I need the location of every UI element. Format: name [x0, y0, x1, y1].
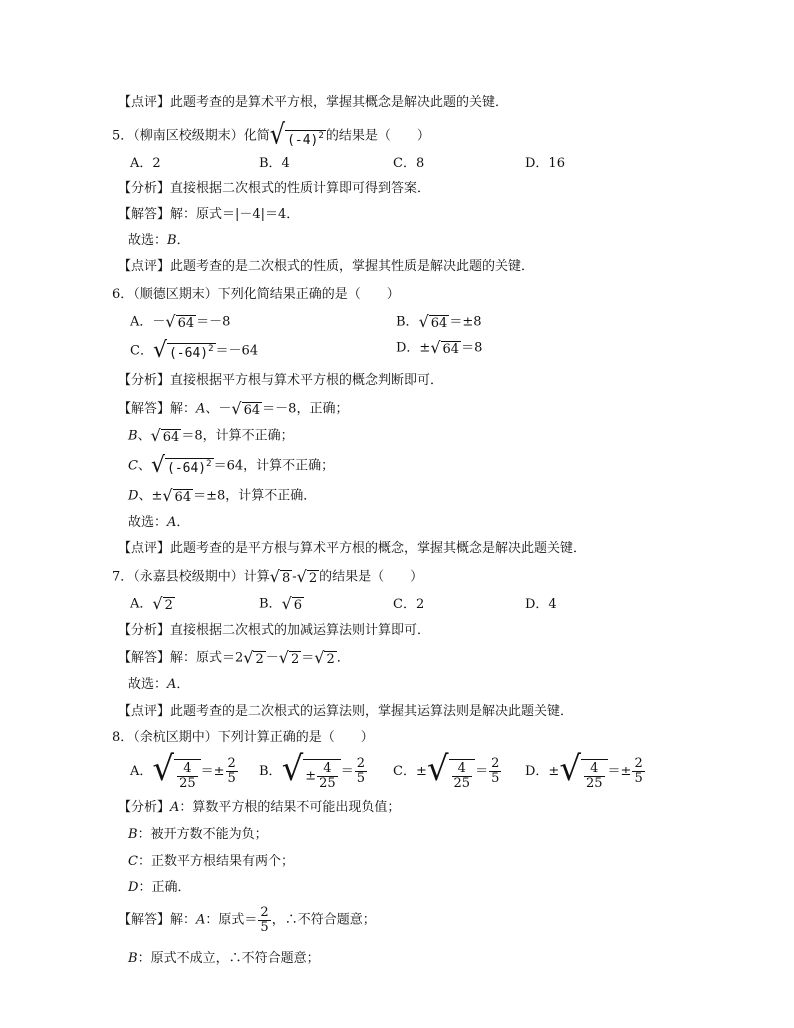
- q8-option-b: B．√ ± $\frac{4}{25}$ ＝ $\frac{2}{5}$: [259, 749, 365, 791]
- q7-option-b: B．√ 6: [259, 594, 303, 613]
- q7-review: 【点评】此题考查的是二次根式的运算法则，掌握其运算法则是解决此题关键．: [118, 704, 574, 719]
- q5-sqrt: √ $(-4)^2$: [269, 118, 324, 151]
- q6-solution-d: D、±√ 64 ＝±8，计算不正确．: [128, 486, 317, 505]
- q5-stem-pre: 5．（柳南区校级期末）化简: [112, 128, 270, 144]
- q5-stem: [112, 118, 430, 151]
- q6-option-c-radicand: $(-64)^2$: [168, 344, 214, 361]
- q5-option-b: B．4: [259, 156, 290, 171]
- q5-stem-post: 的结果是（ ）: [325, 128, 430, 144]
- q8-option-a: A．√ $\frac{4}{25}$ ＝± $\frac{2}{5}$: [130, 749, 236, 791]
- q5-option-a: A．2: [130, 156, 161, 171]
- q5-option-d: D．16: [525, 156, 565, 171]
- q5-review: 【点评】此题考查的是二次根式的性质，掌握其性质是解决此题的关键．: [118, 259, 535, 274]
- q6-review: 【点评】此题考查的是平方根与算术平方根的概念，掌握其概念是解决此题关键．: [118, 541, 587, 556]
- q4-review: 【点评】此题考查的是算术平方根，掌握其概念是解决此题的关键．: [118, 95, 509, 110]
- q5-radicand: $(-4)^2$: [287, 131, 324, 148]
- q8-solution-b: B：原式不成立，∴不符合题意；: [128, 951, 320, 966]
- q8-option-d: D．±√ $\frac{4}{25}$ ＝± $\frac{2}{5}$: [525, 749, 643, 791]
- q6-stem: 6．（顺德区期末）下列化简结果正确的是（ ）: [112, 287, 400, 302]
- q8-analysis-a: 【分析】A：算数平方根的结果不可能出现负值；: [118, 800, 401, 815]
- q7-radicand-2: 2: [308, 571, 318, 586]
- q7-analysis: 【分析】直接根据二次根式的加减运算法则计算即可．: [118, 623, 431, 638]
- q7-radicand-8: 8: [281, 571, 291, 586]
- q6-solution-a: 【解答】解：A、－√ 64 ＝－8，正确；: [118, 399, 349, 418]
- q6-option-d: D．±√ 64 ＝8: [396, 338, 483, 357]
- q6-option-b: B．√ 64 ＝±8: [396, 312, 482, 331]
- q5-analysis: 【分析】直接根据二次根式的性质计算即可得到答案．: [118, 181, 431, 196]
- q7-solution: 【解答】解：原式＝2√ 2 －√ 2 ＝√ 2 ．: [118, 648, 350, 667]
- q7-option-d: D．4: [525, 597, 557, 612]
- q7-option-c: C．2: [393, 597, 425, 612]
- q5-solution: 【解答】解：原式＝|－4|＝4．: [118, 207, 300, 222]
- q6-solution-c: C、√ $(-64)^2 =64$，计算不正确；: [128, 453, 335, 478]
- q8-analysis-b: B：被开方数不能为负；: [128, 827, 268, 842]
- q6-option-c: C．√ $(-64)^2 =-64$: [130, 338, 259, 363]
- q7-option-a: A．√ 2: [130, 594, 173, 613]
- q8-analysis-c: C：正数平方根结果有两个；: [128, 854, 294, 869]
- q8-solution-a: 【解答】解：A：原式＝ $\frac{2}{5}$ ，∴不符合题意；: [118, 905, 376, 935]
- q8-stem: 8．（余杭区期中）下列计算正确的是（ ）: [112, 730, 374, 745]
- q7-stem: 7．（永嘉县校级期中）计算√ 8 -√ 2 的结果是（ ）: [112, 567, 424, 586]
- q6-solution-b: B、√ 64 ＝8，计算不正确；: [128, 426, 294, 445]
- q5-choose: 故选：B．: [128, 233, 190, 248]
- q6-option-a: A．－√ 64 ＝－8: [130, 312, 231, 331]
- q6-option-b-radicand: 64: [430, 316, 448, 331]
- q6-choose: 故选：A．: [128, 515, 190, 530]
- q6-option-a-radicand: 64: [177, 316, 195, 331]
- q8-analysis-d: D：正确．: [128, 880, 191, 895]
- q6-option-d-radicand: 64: [442, 342, 460, 357]
- q6-analysis: 【分析】直接根据平方根与算术平方根的概念判断即可．: [118, 373, 444, 388]
- q5-option-c: C．8: [393, 156, 425, 171]
- q7-choose: 故选：A．: [128, 677, 190, 692]
- q8-option-c: C．±√ $\frac{4}{25}$ ＝ $\frac{2}{5}$: [393, 749, 500, 791]
